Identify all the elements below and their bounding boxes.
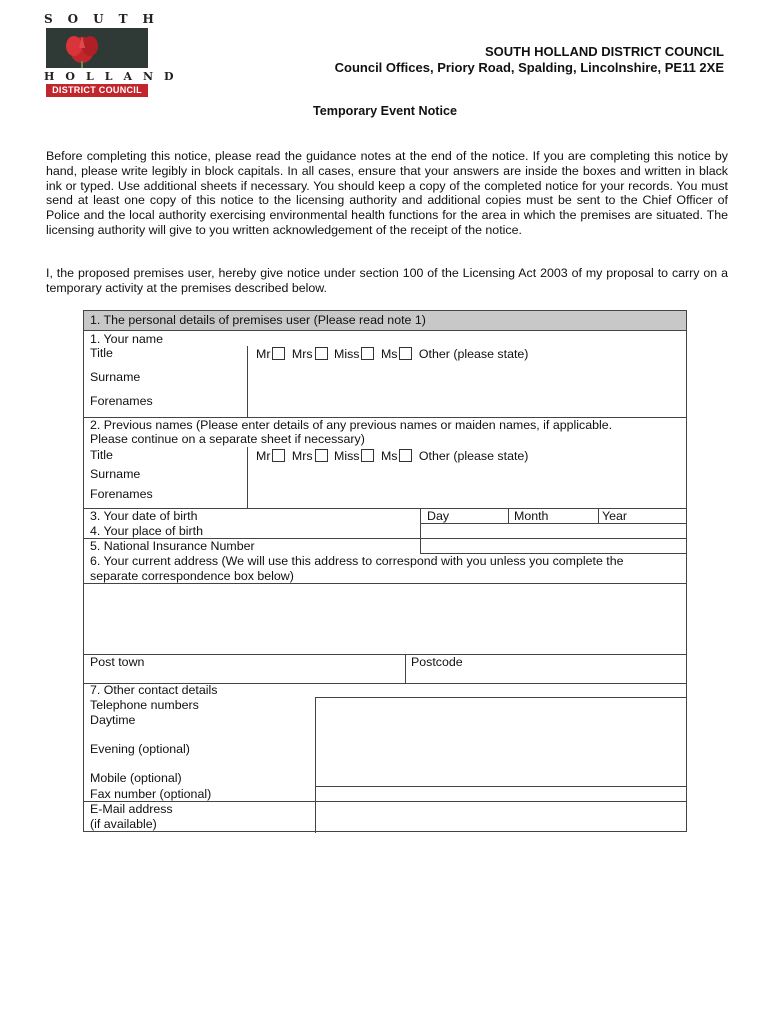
tulip-emblem-icon	[46, 28, 148, 68]
your-name-label: 1. Your name	[90, 332, 164, 346]
title-options-2	[256, 449, 528, 463]
dob-label: 3. Your date of birth	[90, 509, 198, 523]
title-label: Title	[90, 346, 113, 360]
fax-label: Fax number (optional)	[90, 787, 212, 801]
evening-label: Evening (optional)	[90, 742, 190, 756]
previous-names-label: 2. Previous names (Please enter details of any previous names or maiden names, if applicable.	[90, 418, 613, 432]
prev-miss-checkbox[interactable]	[361, 449, 374, 462]
logo-emblem	[46, 28, 148, 68]
dob-year-label: Year	[602, 509, 628, 523]
forenames-label: Forenames	[90, 394, 153, 408]
prev-title-miss-label: Miss	[334, 449, 360, 463]
postcode-label: Postcode	[411, 655, 463, 669]
mr-checkbox[interactable]	[272, 347, 285, 360]
prev-title-label: Title	[90, 448, 113, 462]
form-title: Temporary Event Notice	[313, 104, 457, 118]
telephone-label: Telephone numbers	[90, 698, 199, 712]
title-other-label: Other (please state)	[418, 347, 529, 361]
ni-number-label: 5. National Insurance Number	[90, 539, 255, 553]
council-address: Council Offices, Priory Road, Spalding, Lincolnshire, PE11 2XE	[334, 60, 724, 75]
place-of-birth-label: 4. Your place of birth	[90, 524, 203, 538]
title-mrs-label: Mrs	[291, 347, 313, 361]
logo-line-south: SOUTH	[44, 12, 169, 26]
current-address-note: separate correspondence box below)	[90, 569, 294, 583]
intro-paragraph: Before completing this notice, please read the guidance notes at the end of the notice. If you are completing this notice by hand, please write legibly in block capitals. In all cases, ensure that your answers are inside the boxes and written in black ink or typed. Use additional sheets if necessary. You should keep a copy of the completed notice for your records. You must send at least one copy of this notice to the licensing authority and additional copies must be sent to the Chief Officer of Police and the local authority exercising environmental health functions for the area in which the premises are situated. The licensing authority will give to you written acknowledgement of the receipt of the notice.	[46, 149, 728, 237]
mrs-checkbox[interactable]	[315, 347, 328, 360]
mobile-label: Mobile (optional)	[90, 771, 182, 785]
ms-checkbox[interactable]	[399, 347, 412, 360]
section1-header: 1. The personal details of premises user (Please read note 1)	[90, 313, 426, 327]
prev-ms-checkbox[interactable]	[399, 449, 412, 462]
post-town-label: Post town	[90, 655, 145, 669]
council-logo	[44, 12, 185, 95]
prev-mr-checkbox[interactable]	[272, 449, 285, 462]
prev-title-mrs-label: Mrs	[291, 449, 313, 463]
title-mr-label: Mr	[256, 347, 271, 361]
prev-title-mr-label: Mr	[256, 449, 271, 463]
logo-line-district-council: DISTRICT COUNCIL	[46, 84, 148, 97]
daytime-label: Daytime	[90, 713, 136, 727]
premises-user-form	[83, 310, 687, 832]
current-address-label: 6. Your current address (We will use this address to correspond with you unless you complete the	[90, 554, 624, 568]
title-options-1	[256, 347, 528, 361]
miss-checkbox[interactable]	[361, 347, 374, 360]
logo-line-holland: HOLLAND	[44, 70, 185, 83]
prev-forenames-label: Forenames	[90, 487, 153, 501]
title-ms-label: Ms	[380, 347, 398, 361]
previous-names-note: Please continue on a separate sheet if necessary)	[90, 432, 365, 446]
council-name: SOUTH HOLLAND DISTRICT COUNCIL	[484, 44, 724, 59]
prev-surname-label: Surname	[90, 467, 141, 481]
prev-title-other-label: Other (please state)	[418, 449, 529, 463]
email-label: E-Mail address	[90, 802, 173, 816]
declaration-paragraph: I, the proposed premises user, hereby give notice under section 100 of the Licensing Act 2003 of my proposal to carry on a temporary activity at the premises described below.	[46, 266, 728, 295]
prev-mrs-checkbox[interactable]	[315, 449, 328, 462]
email-note: (if available)	[90, 817, 157, 831]
prev-title-ms-label: Ms	[380, 449, 398, 463]
dob-day-label: Day	[427, 509, 450, 523]
surname-label: Surname	[90, 370, 141, 384]
other-contact-label: 7. Other contact details	[90, 683, 218, 697]
title-miss-label: Miss	[334, 347, 360, 361]
dob-month-label: Month	[514, 509, 549, 523]
